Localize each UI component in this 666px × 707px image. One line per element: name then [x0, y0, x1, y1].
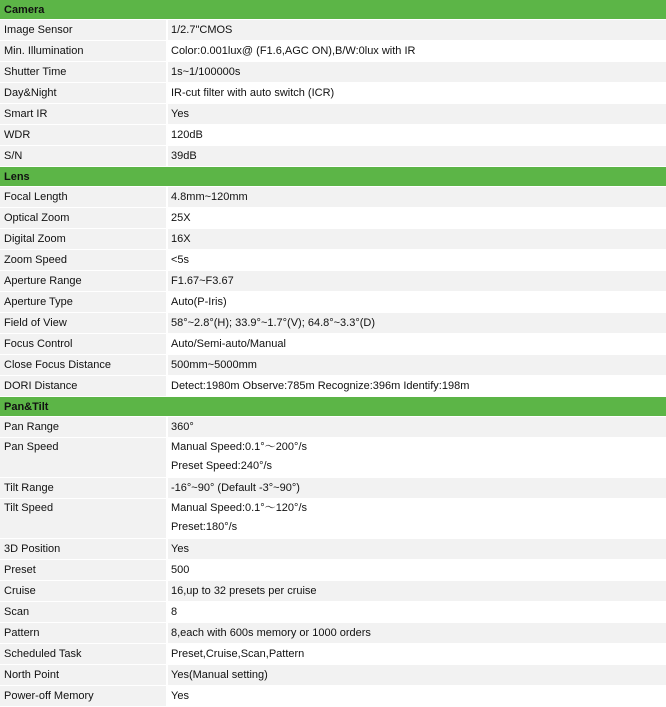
spec-value — [168, 355, 666, 375]
spec-row — [0, 376, 666, 397]
spec-label — [0, 250, 168, 270]
spec-label — [0, 623, 168, 643]
spec-label-text: Shutter Time — [4, 66, 67, 78]
spec-label — [0, 686, 168, 706]
spec-label-text: Pattern — [4, 627, 40, 639]
section-header: Lens — [0, 167, 666, 187]
spec-value — [168, 499, 666, 538]
spec-label-text: North Point — [4, 669, 60, 681]
spec-value-line: 1s~1/100000s — [171, 66, 241, 78]
spec-row — [0, 355, 666, 376]
spec-label-text: Scan — [4, 606, 30, 618]
spec-label-text: WDR — [4, 129, 31, 141]
spec-label-text: Focus Control — [4, 338, 73, 350]
spec-value-line: 16X — [171, 233, 191, 245]
spec-label — [0, 146, 168, 166]
spec-value-line: Yes — [171, 690, 189, 702]
spec-row — [0, 478, 666, 499]
spec-label-text: Preset — [4, 564, 36, 576]
spec-row — [0, 125, 666, 146]
spec-label-text: Power-off Memory — [4, 690, 94, 702]
spec-label — [0, 41, 168, 61]
spec-value-line: Manual Speed:0.1°～120°/s — [171, 502, 307, 514]
spec-label — [0, 644, 168, 664]
spec-row — [0, 644, 666, 665]
spec-label — [0, 125, 168, 145]
spec-value — [168, 644, 666, 664]
spec-value-line: Detect:1980m Observe:785m Recognize:396m Identify:198m — [171, 380, 470, 392]
section-header: Camera — [0, 0, 666, 20]
spec-value — [168, 292, 666, 312]
spec-value-line: 8 — [171, 606, 178, 618]
spec-value — [168, 478, 666, 498]
spec-value — [168, 438, 666, 477]
spec-row — [0, 665, 666, 686]
spec-value-line: <5s — [171, 254, 190, 266]
spec-value-line: 1/2.7"CMOS — [171, 24, 233, 36]
spec-row — [0, 313, 666, 334]
spec-value-line: 16,up to 32 presets per cruise — [171, 585, 317, 597]
spec-row — [0, 499, 666, 539]
spec-value-line: 4.8mm~120mm — [171, 191, 248, 203]
spec-row — [0, 623, 666, 644]
spec-value — [168, 125, 666, 145]
spec-value-line: 58°~2.8°(H); 33.9°~1.7°(V); 64.8°~3.3°(D) — [171, 317, 376, 329]
spec-value-line: 500mm~5000mm — [171, 359, 257, 371]
spec-value — [168, 313, 666, 333]
spec-value — [168, 229, 666, 249]
spec-value-line: 360° — [171, 421, 194, 433]
spec-label-text: Aperture Range — [4, 275, 82, 287]
spec-row — [0, 581, 666, 602]
spec-label — [0, 376, 168, 396]
spec-label — [0, 229, 168, 249]
spec-value — [168, 417, 666, 437]
spec-label — [0, 271, 168, 291]
spec-label-text: DORI Distance — [4, 380, 78, 392]
spec-label — [0, 478, 168, 498]
spec-value — [168, 83, 666, 103]
spec-label — [0, 438, 168, 477]
spec-row — [0, 438, 666, 478]
spec-value — [168, 334, 666, 354]
spec-label — [0, 20, 168, 40]
spec-row — [0, 602, 666, 623]
spec-label — [0, 560, 168, 580]
spec-row — [0, 417, 666, 438]
spec-value — [168, 623, 666, 643]
spec-label-text: Pan Range — [4, 421, 60, 433]
spec-label — [0, 334, 168, 354]
spec-value — [168, 539, 666, 559]
spec-row — [0, 146, 666, 167]
spec-label-text: Aperture Type — [4, 296, 73, 308]
spec-value — [168, 602, 666, 622]
spec-label-text: Day&Night — [4, 87, 57, 99]
spec-label-text: Min. Illumination — [4, 45, 84, 57]
spec-row — [0, 41, 666, 62]
spec-value-line: Yes — [171, 108, 189, 120]
spec-label — [0, 417, 168, 437]
spec-label-text: Smart IR — [4, 108, 48, 120]
spec-label-text: Tilt Speed — [4, 502, 54, 514]
spec-value-line: Auto/Semi-auto/Manual — [171, 338, 286, 350]
spec-value — [168, 250, 666, 270]
spec-value-line: 120dB — [171, 129, 203, 141]
spec-label — [0, 83, 168, 103]
spec-label-text: Pan Speed — [4, 441, 59, 453]
spec-row — [0, 334, 666, 355]
spec-value-line: Yes(Manual setting) — [171, 669, 268, 681]
spec-value-line: 500 — [171, 564, 190, 576]
spec-row — [0, 62, 666, 83]
spec-value-line: F1.67~F3.67 — [171, 275, 234, 287]
spec-value — [168, 187, 666, 207]
spec-value — [168, 581, 666, 601]
spec-value — [168, 665, 666, 685]
spec-label-text: Cruise — [4, 585, 36, 597]
spec-label-text: Zoom Speed — [4, 254, 67, 266]
section-header: Pan&Tilt — [0, 397, 666, 417]
spec-label-text: Scheduled Task — [4, 648, 82, 660]
spec-label — [0, 104, 168, 124]
spec-label — [0, 292, 168, 312]
spec-value-line: 25X — [171, 212, 191, 224]
spec-label — [0, 187, 168, 207]
spec-label — [0, 539, 168, 559]
spec-value-line: Auto(P-Iris) — [171, 296, 227, 308]
spec-label-text: 3D Position — [4, 543, 61, 555]
spec-label-text: Close Focus Distance — [4, 359, 111, 371]
spec-label — [0, 499, 168, 538]
spec-value — [168, 376, 666, 396]
spec-label — [0, 313, 168, 333]
spec-value-line: Color:0.001lux@ (F1.6,AGC ON),B/W:0lux with IR — [171, 45, 416, 57]
spec-value-line: IR-cut filter with auto switch (ICR) — [171, 87, 335, 99]
spec-row — [0, 20, 666, 41]
spec-value-line: Manual Speed:0.1°～200°/s — [171, 441, 307, 453]
spec-value-line: Preset,Cruise,Scan,Pattern — [171, 648, 305, 660]
spec-row — [0, 250, 666, 271]
spec-row — [0, 686, 666, 707]
spec-row — [0, 83, 666, 104]
spec-value — [168, 62, 666, 82]
spec-value — [168, 686, 666, 706]
spec-value-line: Yes — [171, 543, 189, 555]
spec-row — [0, 187, 666, 208]
spec-value — [168, 208, 666, 228]
spec-label — [0, 62, 168, 82]
spec-value-line: Preset:180°/s — [171, 521, 238, 533]
spec-value-line: 8,each with 600s memory or 1000 orders — [171, 627, 371, 639]
spec-value — [168, 41, 666, 61]
spec-value — [168, 271, 666, 291]
spec-value-line: 39dB — [171, 150, 197, 162]
spec-label-text: Tilt Range — [4, 482, 54, 494]
spec-row — [0, 229, 666, 250]
spec-row — [0, 560, 666, 581]
spec-row — [0, 104, 666, 125]
spec-label-text: Image Sensor — [4, 24, 73, 36]
spec-row — [0, 539, 666, 560]
spec-value — [168, 104, 666, 124]
spec-label — [0, 581, 168, 601]
spec-row — [0, 208, 666, 229]
spec-value-line: -16°~90° (Default -3°~90°) — [171, 482, 300, 494]
spec-value — [168, 560, 666, 580]
spec-row — [0, 292, 666, 313]
spec-row — [0, 271, 666, 292]
spec-label-text: S/N — [4, 150, 23, 162]
spec-label-text: Digital Zoom — [4, 233, 66, 245]
spec-value — [168, 146, 666, 166]
spec-label — [0, 208, 168, 228]
spec-label-text: Focal Length — [4, 191, 68, 203]
spec-value — [168, 20, 666, 40]
spec-label — [0, 602, 168, 622]
spec-label — [0, 665, 168, 685]
spec-label-text: Field of View — [4, 317, 67, 329]
spec-value-line: Preset Speed:240°/s — [171, 460, 273, 472]
spec-label — [0, 355, 168, 375]
spec-label-text: Optical Zoom — [4, 212, 70, 224]
